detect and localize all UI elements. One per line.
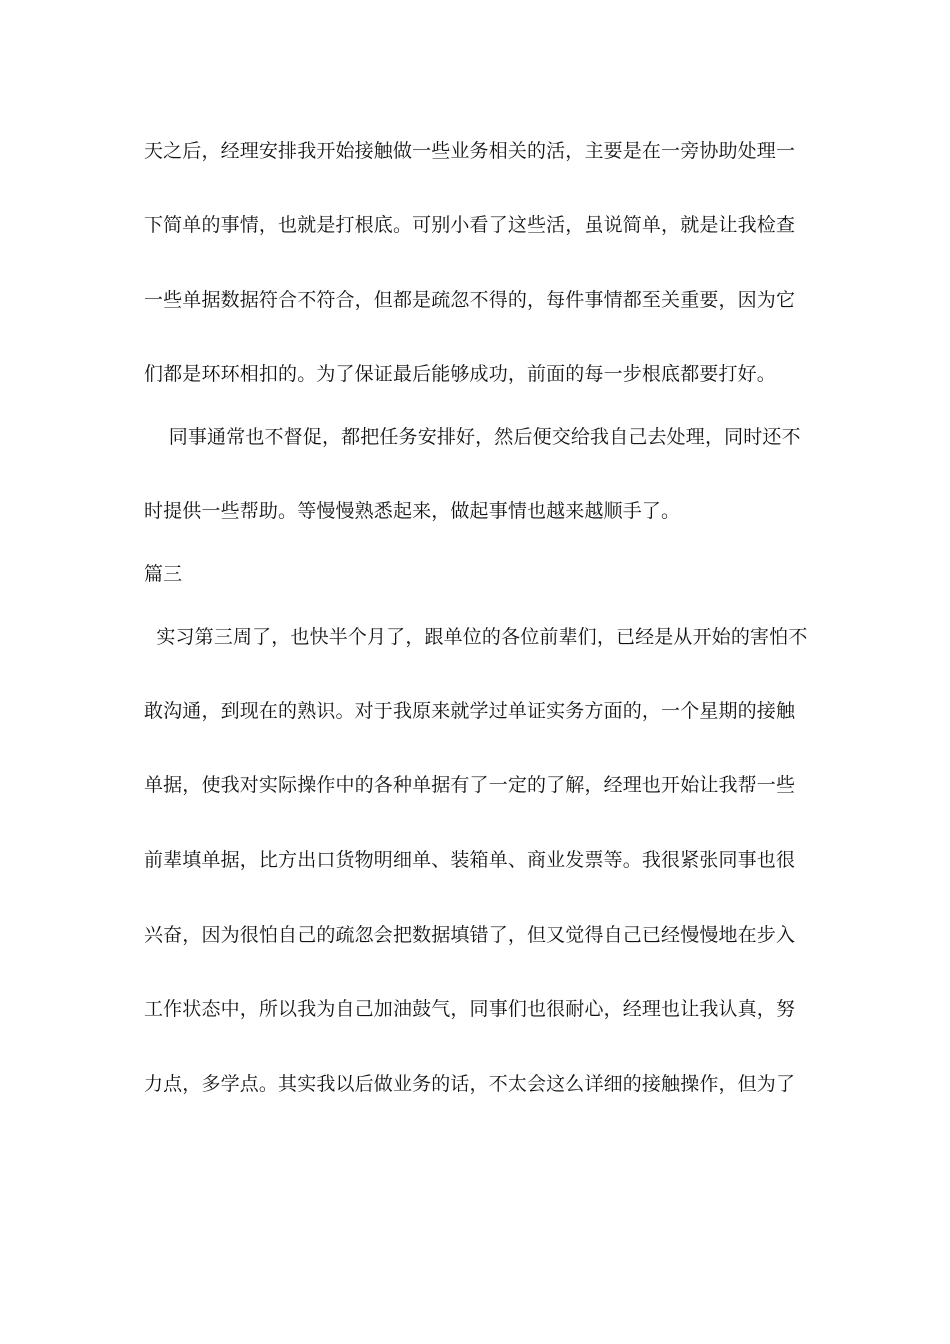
text-line: 兴奋，因为很怕自己的疏忽会把数据填错了，但又觉得自己已经慢慢地在步入: [144, 924, 796, 946]
text-line: 实习第三周了，也快半个月了，跟单位的各位前辈们，已经是从开始的害怕不: [144, 626, 808, 648]
text-line: 们都是环环相扣的。为了保证最后能够成功，前面的每一步根底都要打好。: [144, 363, 776, 385]
text-line: 一些单据数据符合不符合，但都是疏忽不得的，每件事情都至关重要，因为它: [144, 289, 796, 311]
section-heading: 篇三: [144, 563, 183, 585]
text-line: 同事通常也不督促，都把任务安排好，然后便交给我自己去处理，同时还不: [144, 426, 801, 448]
text-line: 下简单的事情，也就是打根底。可别小看了这些活，虽说简单，就是让我检查: [144, 214, 796, 236]
text-line: 时提供一些帮助。等慢慢熟悉起来，做起事情也越来越顺手了。: [144, 500, 681, 522]
text-line: 前辈填单据，比方出口货物明细单、装箱单、商业发票等。我很紧张同事也很: [144, 849, 796, 871]
text-line: 敢沟通，到现在的熟识。对于我原来就学过单证实务方面的，一个星期的接触: [144, 700, 796, 722]
text-line: 工作状态中，所以我为自己加油鼓气，同事们也很耐心，经理也让我认真，努: [144, 998, 796, 1020]
text-line: 力点，多学点。其实我以后做业务的话，不太会这么详细的接触操作，但为了: [144, 1073, 796, 1095]
text-line: 单据，使我对实际操作中的各种单据有了一定的了解，经理也开始让我帮一些: [144, 774, 796, 796]
text-line: 天之后，经理安排我开始接触做一些业务相关的活，主要是在一旁协助处理一: [144, 140, 796, 162]
